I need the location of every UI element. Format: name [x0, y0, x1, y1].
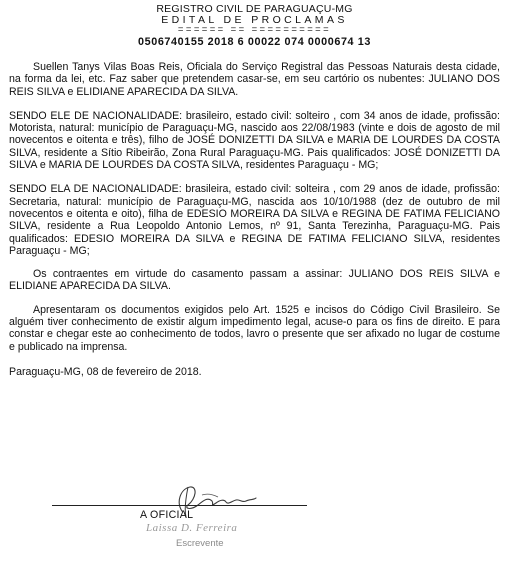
title-underline: ====== == ========== — [177, 24, 332, 35]
signatory-name: Laissa D. Ferreira — [146, 522, 238, 534]
signature-block — [0, 478, 509, 563]
signing-paragraph: Os contraentes em virtude do casamento passam a assinar: JULIANO DOS REIS SILVA e ELIDIANE APARECIDA DA SILVA. — [9, 268, 500, 293]
documents-paragraph: Apresentaram os documentos exigidos pelo Art. 1525 e incisos do Código Civil Brasileiro. Se alguém tiver conhecimento de existir algum impedimento legal, acuse-o para os fins de direito. E para constar e chegar este ao conhecimento de todos, lavro o presente que ser afixado no lugar de costume e publicado na imprensa. — [9, 303, 500, 353]
edital-title: EDITAL DE PROCLAMAS — [161, 14, 348, 26]
signatory-role: Escrevente — [176, 538, 224, 549]
document-header — [9, 4, 500, 48]
signature-title: A OFICIAL — [140, 509, 194, 521]
bride-paragraph: SENDO ELA DE NACIONALIDADE: brasileira, estado civil: solteira , com 29 anos de idade, profissão: Secretaria, natural: município de Paraguaçu-MG, nascida aos 10/10/1988 (dez de outubro de mil novecentos e oitenta e oito), filha de EDESIO MOREIRA DA SILVA e REGINA DE FATIMA FELICIANO SILVA, residente a Rua Leopoldo Antonio Lemos, nº 91, Santa Terezinha, Paraguaçu-MG. Pais qualificados: EDESIO MOREIRA DA SILVA e REGINA DE FATIMA FELICIANO SILVA, residentes Paraguaçu - MG; — [9, 183, 500, 257]
protocol-number: 0506740155 2018 6 00022 074 0000674 13 — [138, 36, 371, 48]
groom-paragraph: SENDO ELE DE NACIONALIDADE: brasileiro, estado civil: solteiro , com 34 anos de idade, profissão: Motorista, natural: município de Paraguaçu-MG, nascido aos 22/08/1983 (vinte e dois de agosto de mil novecentos e oitenta e três), filho de JOSÉ DONIZETTI DA SILVA e MARIA DE LOURDES DA COSTA SILVA, residente a Sítio Ribeirão, Zona Rural Paraguaçu-MG. Pais qualificados: JOSÉ DONIZETTI DA SILVA e MARIA DE LOURDES DA COSTA SILVA, residentes Paraguaçu - MG; — [9, 109, 500, 172]
signature-line — [52, 505, 307, 506]
date-line: Paraguaçu-MG, 08 de fevereiro de 2018. — [9, 365, 202, 378]
intro-paragraph: Suellen Tanys Vilas Boas Reis, Oficiala do Serviço Registral das Pessoas Naturais desta cidade, na forma da lei, etc. Faz saber que pretendem casar-se, em seu cartório os nubentes: JULIANO DOS REIS SILVA e ELIDIANE APARECIDA DA SILVA. — [9, 61, 500, 98]
registry-name: REGISTRO CIVIL DE PARAGUAÇU-MG — [156, 3, 353, 15]
